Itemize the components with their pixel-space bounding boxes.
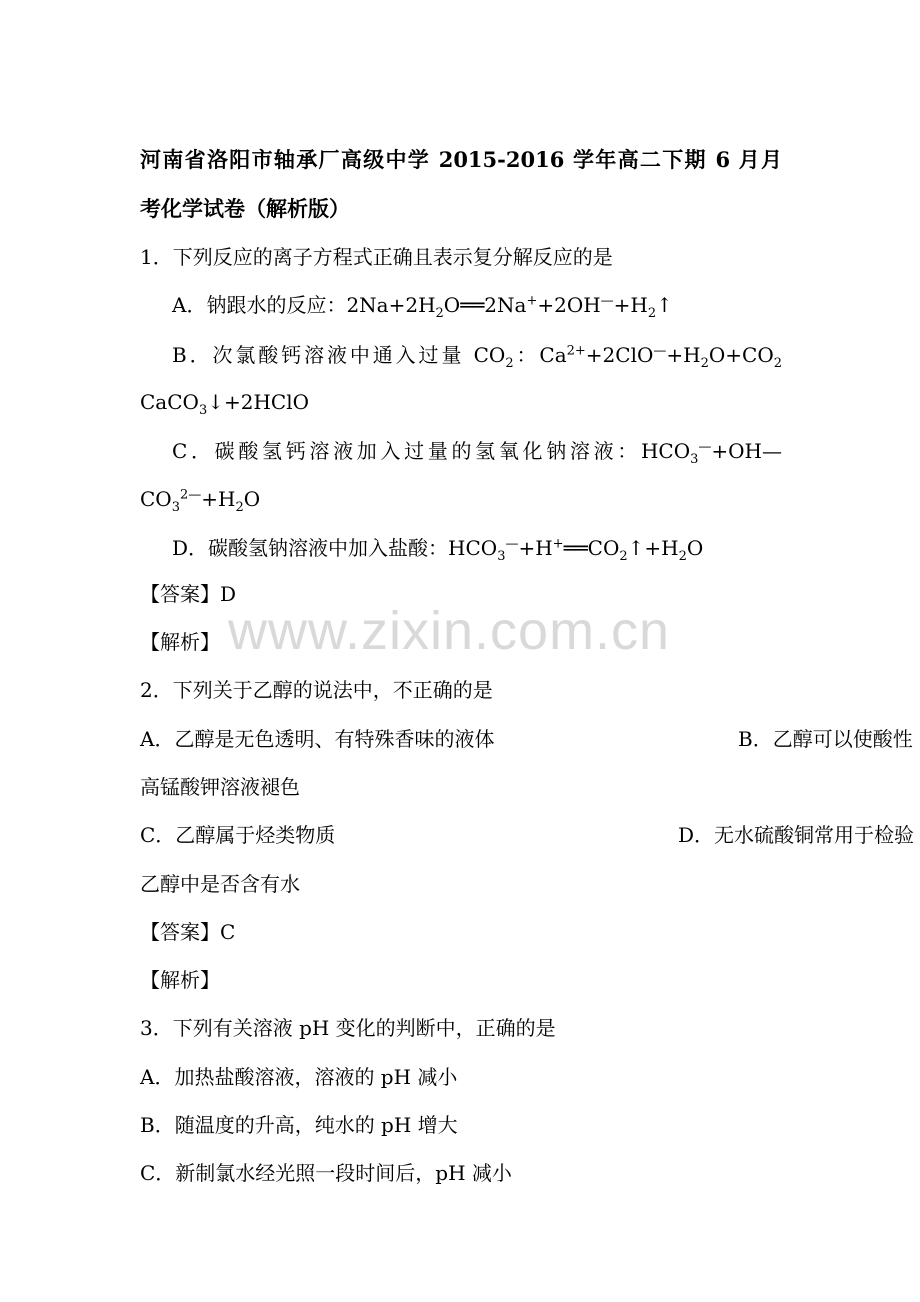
question-3-option-c: C．新制氯水经光照一段时间后，pH 减小 [140, 1161, 512, 1185]
question-1-option-a: A．钠跟水的反应：$2Na+2H_2O══2Na^++2OH^—+H_2↑$ [172, 293, 673, 321]
question-2-option-c: C．乙醇属于烃类物质 [140, 823, 336, 847]
question-1-option-c: C．碳酸氢钙溶液加入过量的氢氧化钠溶液：$HCO_3^—+OH—$ [172, 439, 782, 467]
question-1-answer: 【答案】D [140, 582, 237, 606]
question-3-option-a: A．加热盐酸溶液，溶液的 pH 减小 [140, 1065, 458, 1089]
question-2-option-b: B．乙醇可以使酸性 [738, 727, 913, 751]
question-2-option-d: D．无水硫酸铜常用于检验 [678, 823, 915, 847]
question-1-option-d: D．碳酸氢钠溶液中加入盐酸：$HCO_3^—+H^+══CO_2↑+H_2O$ [172, 536, 704, 564]
question-1-option-c-continued: $CO_3^{2—}+H_2O$ [140, 487, 261, 515]
watermark: www.zixin.com.cn [228, 601, 671, 661]
question-2-answer: 【答案】C [140, 920, 236, 944]
question-1-analysis: 【解析】 [140, 630, 220, 654]
question-1-stem: 1．下列反应的离子方程式正确且表示复分解反应的是 [140, 245, 613, 269]
document-title-line-1: 河南省洛阳市轴承厂高级中学 2015-2016 学年高二下期 6 月月 [140, 147, 782, 172]
question-2-option-a: A．乙醇是无色透明、有特殊香味的液体 [140, 727, 495, 751]
question-2-analysis: 【解析】 [140, 968, 220, 992]
question-1-option-b: B．次氯酸钙溶液中通入过量 $CO_2$：$Ca^{2+}+2ClO^—+H_2O+CO_2$ [172, 343, 782, 371]
question-3-stem: 3．下列有关溶液 pH 变化的判断中，正确的是 [140, 1016, 556, 1040]
question-2-options-cd [140, 821, 915, 849]
question-2-option-b-continued: 高锰酸钾溶液褪色 [140, 775, 300, 799]
question-2-options-ab [140, 725, 913, 753]
question-1-option-b-continued: CaCO$_3$↓+2HClO [140, 390, 309, 418]
question-3-option-b: B．随温度的升高，纯水的 pH 增大 [140, 1113, 458, 1137]
document-title-line-2: 考化学试卷（解析版） [140, 196, 350, 221]
question-2-option-d-continued: 乙醇中是否含有水 [140, 872, 300, 896]
question-2-stem: 2．下列关于乙醇的说法中，不正确的是 [140, 678, 493, 702]
